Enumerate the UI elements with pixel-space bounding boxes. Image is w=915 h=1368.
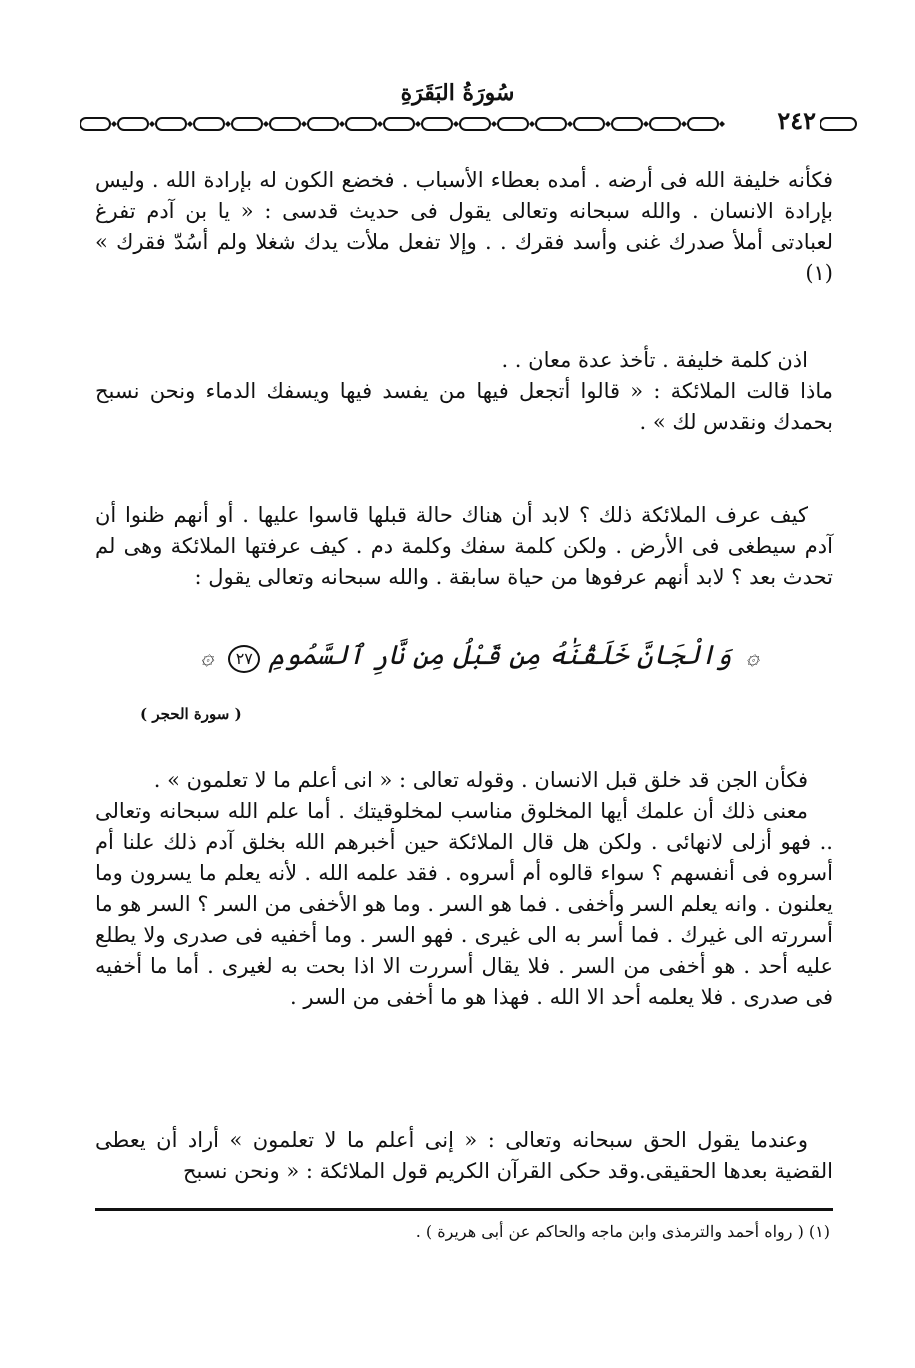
header-border [80,106,860,136]
paragraph: معنى ذلك أن علمك أيها المخلوق مناسب لمخلوقيتك . أما علم الله سبحانه وتعالى .. فهو أزلى لانهائى . ولكن هل قال الملائكة حين أخبرهم الله بخلق آدم ذلك علنا أم أسروه فى أنفسهم ؟ سواء قالوه أم أسروه . فقد علمه الله . لأنه يعلم ما يسرون وما يعلنون . وانه يعلم السر وأخفى . فما هو السر . وما هو الأخفى من السر ؟ السر هو ما أسررته الى غيرك . فما أسر به الى غيرى . فهو السر . وما أخفيه فى صدرى ولا يطلع عليه أحد . هو أخفى من السر . فلا يقال أسررت الا اذا بحت به لغيرى . أما ما أخفيه فى صدرى . فلا يعلمه أحد الا الله . فهذا هو ما أخفى من السر . [95,799,833,1009]
paragraph: فكأنه خليفة الله فى أرضه . أمده بعطاء الأسباب . فخضع الكون له بإرادة الله . وليس بإرادة الانسان . والله سبحانه وتعالى يقول فى حديث قدسى : « يا بن آدم تفرغ لعبادتى أملأ صدرك غنى وأسد فقرك . . وإلا تفعل ملأت يدك شغلا ولم أسُدّ فقرك » (١) [95,168,833,285]
surah-reference: ( سورة الحجر ) [140,705,242,723]
paragraph: فكأن الجن قد خلق قبل الانسان . وقوله تعالى : « انى أعلم ما لا تعلمون » . [153,768,808,792]
quran-verse [130,640,830,673]
text-block-4 [95,765,833,1013]
paragraph: ماذا قالت الملائكة : « قالوا أتجعل فيها من يفسد فيها ويسفك الدماء ونحن نسبح بحمدك ونقدس لك » . [95,379,833,434]
footnote-divider [95,1208,833,1211]
page-number: ٢٤٢ [773,106,820,135]
verse-text: وَالْجَانَّ خَلَقْنَٰهُ مِن قَبْلُ مِن نَّارِ ٱلسَّمُومِ [268,640,732,671]
text-block-1 [95,165,833,289]
footnote: (١) ( رواه أحمد والترمذى وابن ماجه والحاكم عن أبى هريرة ) . [415,1222,830,1241]
surah-title: سُورَةُ البَقَرَةِ [400,80,515,106]
paragraph: وعندما يقول الحق سبحانه وتعالى : « إنى أعلم ما لا تعلمون » أراد أن يعطى القضية بعدها الحقيقى.وقد حكى القرآن الكريم قول الملائكة : « ونحن نسبح [95,1128,833,1183]
ornamental-border-icon [80,112,860,136]
text-block-3 [95,500,833,593]
paragraph: كيف عرف الملائكة ذلك ؟ لابد أن هناك حالة قبلها قاسوا عليها . أو أنهم ظنوا أن آدم سيطغى فى الأرض . ولكن كلمة سفك وكلمة دم . كيف عرفتها الملائكة وهى لم تحدث بعد ؟ لابد أنهم عرفوها من حياة سابقة . والله سبحانه وتعالى يقول : [95,503,833,589]
verse-number: ٢٧ [228,645,260,673]
verse-ornament-icon: ۞ [746,645,760,670]
text-block-5 [95,1125,833,1187]
paragraph: اذن كلمة خليفة . تأخذ عدة معان . . [501,348,808,372]
verse-ornament-icon: ۞ [200,645,214,670]
text-block-2 [95,345,833,438]
